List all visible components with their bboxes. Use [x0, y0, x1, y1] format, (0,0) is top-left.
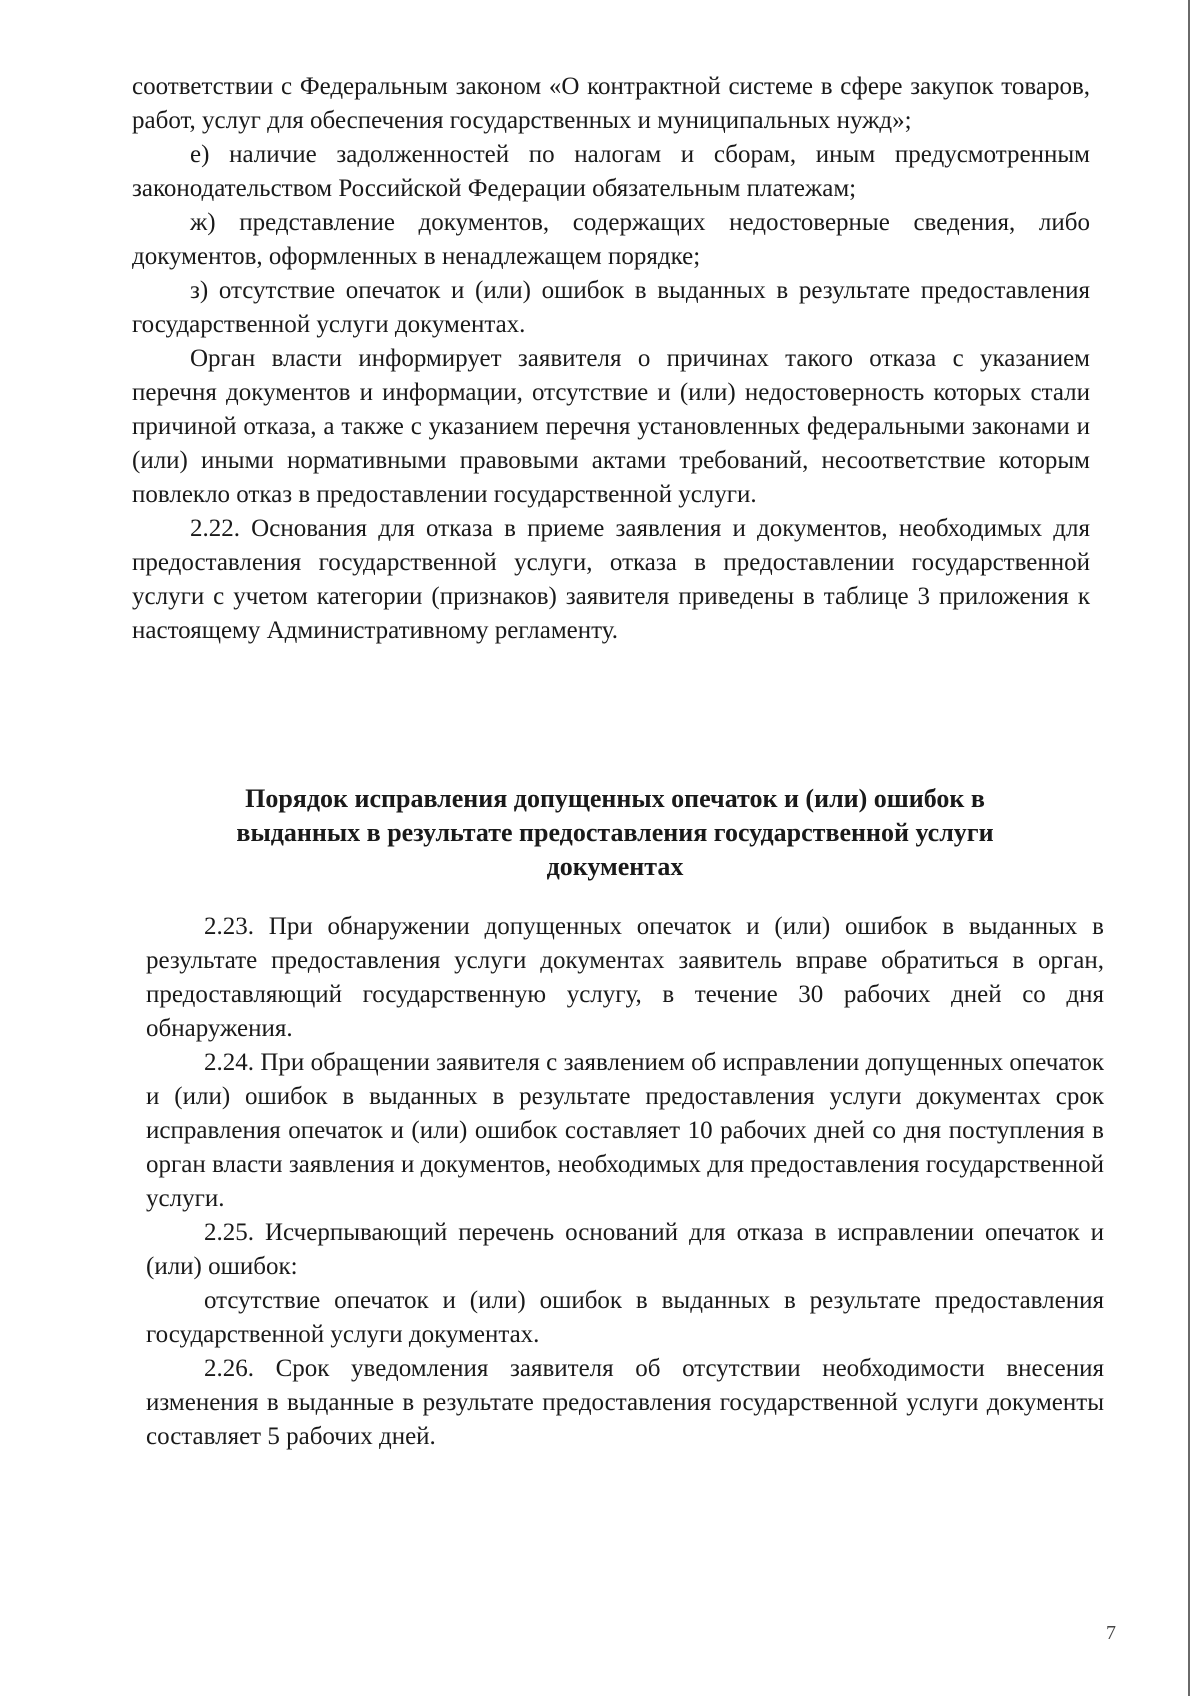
- paragraph-authority-informs: Орган власти информирует заявителя о причинах такого отказа с указанием перечня документов и информации, отсутствие и (или) недостоверность которых стали причиной отказа, а также с указанием перечня установленных федеральными законами и (или) иными нормативными правовыми актами требований, несоответствие которым повлекло отказ в предоставлении государственной услуги.: [132, 345, 1090, 508]
- paragraph-2-25: 2.25. Исчерпывающий перечень оснований для отказа в исправлении опечаток и (или) ошибок:: [146, 1219, 1104, 1280]
- bottom-text-block: [146, 910, 1104, 1454]
- paragraph-item-e: е) наличие задолженностей по налогам и сборам, иным предусмотренным законодательством Российской Федерации обязательным платежам;: [132, 141, 1090, 202]
- top-text-block: [132, 70, 1090, 648]
- paragraph-item-zh: ж) представление документов, содержащих недостоверные сведения, либо документов, оформленных в ненадлежащем порядке;: [132, 209, 1090, 270]
- paragraph-2-26: 2.26. Срок уведомления заявителя об отсутствии необходимости внесения изменения в выданные в результате предоставления государственной услуги документы составляет 5 рабочих дней.: [146, 1355, 1104, 1450]
- paragraph-2-22: 2.22. Основания для отказа в приеме заявления и документов, необходимых для предоставления государственной услуги, отказа в предоставлении государственной услуги с учетом категории (признаков) заявителя приведены в таблице 3 приложения к настоящему Административному регламенту.: [132, 515, 1090, 644]
- paragraph-2-24: 2.24. При обращении заявителя с заявлением об исправлении допущенных опечаток и (или) ошибок в выданных в результате предоставления услуги документах срок исправления опечаток и (или) ошибок составляет 10 рабочих дней со дня поступления в орган власти заявления и документов, необходимых для предоставления государственной услуги.: [146, 1049, 1104, 1212]
- paragraph-2-23: 2.23. При обнаружении допущенных опечаток и (или) ошибок в выданных в результате предоставления услуги документах заявитель вправе обратиться в орган, предоставляющий государственную услугу, в течение 30 рабочих дней со дня обнаружения.: [146, 913, 1104, 1042]
- paragraph-refusal-ground: отсутствие опечаток и (или) ошибок в выданных в результате предоставления государственной услуги документах.: [146, 1287, 1104, 1348]
- paragraph-continuation: соответствии с Федеральным законом «О контрактной системе в сфере закупок товаров, работ, услуг для обеспечения государственных и муниципальных нужд»;: [132, 73, 1090, 134]
- page-number: 7: [1106, 1622, 1116, 1644]
- paragraph-item-z: з) отсутствие опечаток и (или) ошибок в выданных в результате предоставления государственной услуги документах.: [132, 277, 1090, 338]
- section-heading: Порядок исправления допущенных опечаток и (или) ошибок в выданных в результате предоставления государственной услуги документах: [236, 784, 994, 881]
- scan-edge-line: [1188, 0, 1190, 1696]
